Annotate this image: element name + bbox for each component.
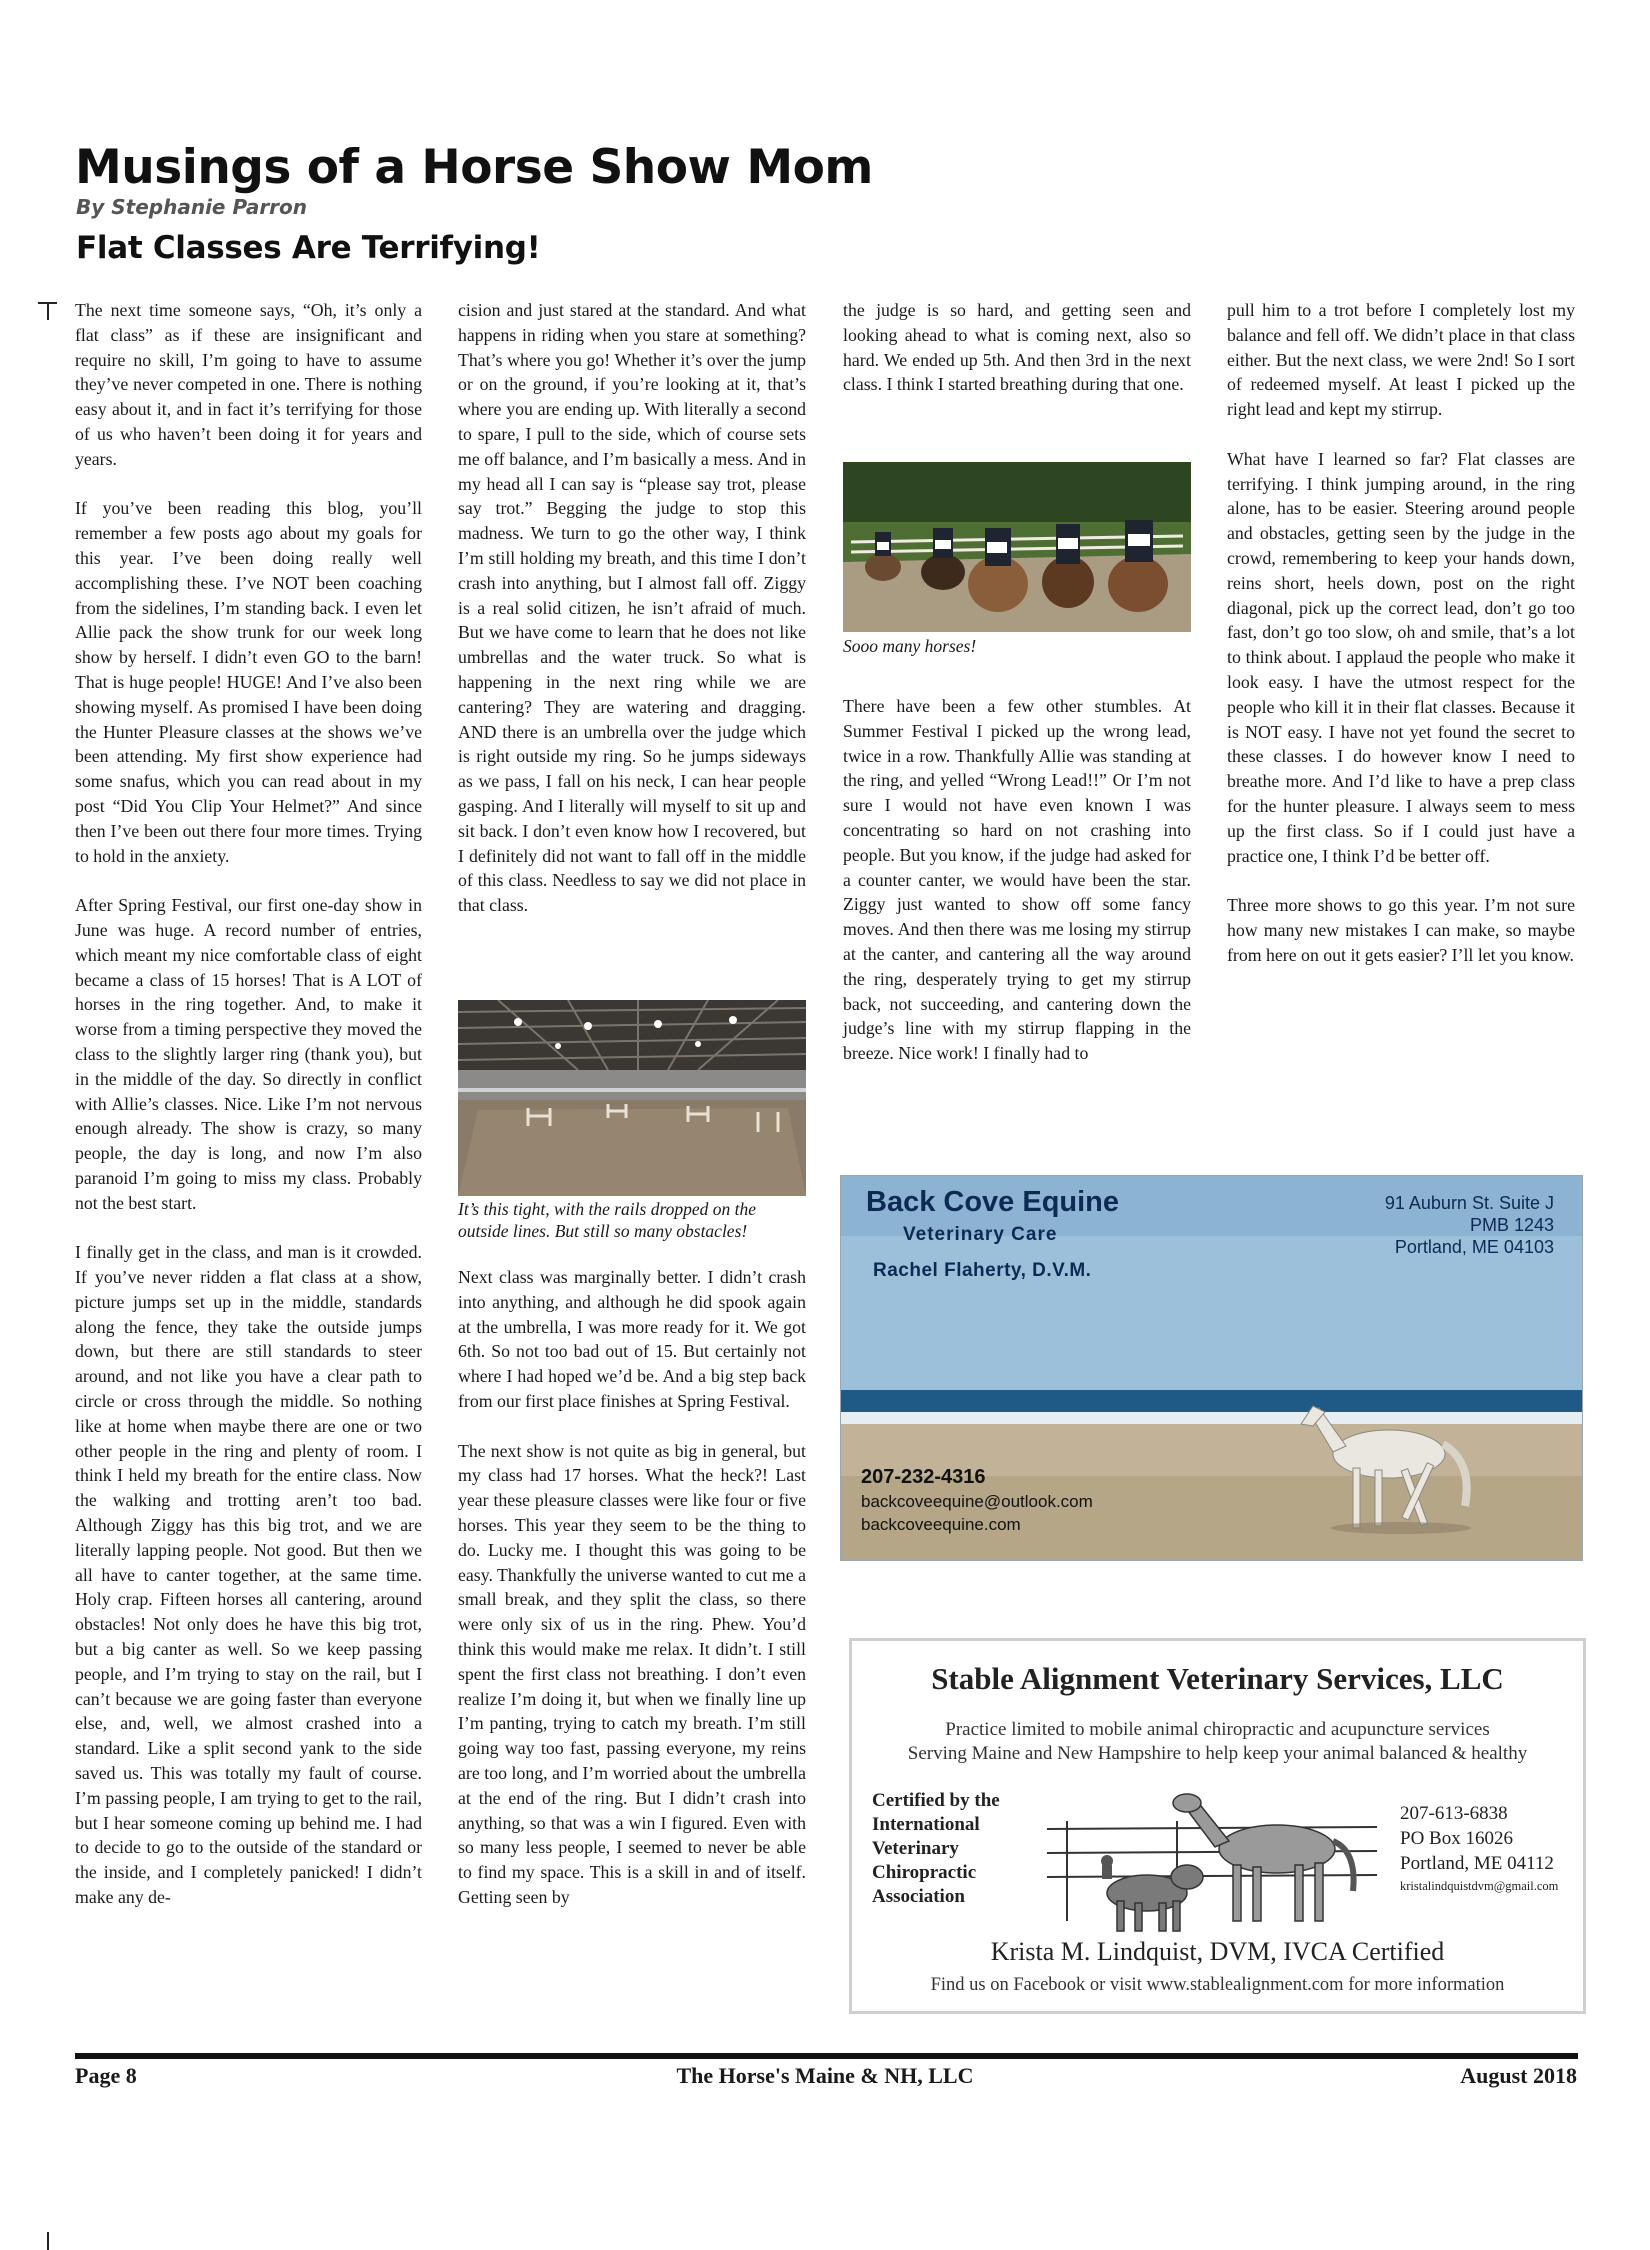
paragraph: Three more shows to go this year. I’m not sure how many new mistakes I can make, so maybe from here on out it gets easier? I’ll let you know. <box>1227 895 1575 965</box>
issue-date: August 2018 <box>1460 2063 1577 2088</box>
ad-services-line: Practice limited to mobile animal chiropractic and acupuncture services <box>945 1719 1490 1740</box>
paragraph: cision and just stared at the standard. And what happens in riding when you stare at something? That’s where you go! Whether it’s over the jump or on the ground, if you’re looking at it, that’s where you are ending up. With literally a second to spare, I pull to the side, which of course sets me off balance, and I’m basically a mess. And in my head all I can say is “please say trot, please say trot.” Begging the judge to stop this madness. We turn to go the other way, I think I’m still holding my breath, and this time I don’t crash into anything, but I almost fall off. Ziggy is a real solid citizen, he isn’t afraid of much. But we have come to learn that he does not like umbrellas and the water truck. So what is happening in the next ring while we are cantering? They are watering and dragging. AND there is an umbrella over the judge which is right outside my ring. So he jumps sideways as we pass, I fall on his neck, I can hear people gasping. And I literally will myself to sit up and sit back. I don’t even know how I recovered, but I definitely did not want to fall off in the middle of this class. Needless to say we did not place in that class. <box>458 300 806 916</box>
cert-line: International <box>872 1814 980 1835</box>
ad-company-name: Stable Alignment Veterinary Services, LLC <box>931 1661 1504 1696</box>
paragraph: If you’ve been reading this blog, you’ll remember a few posts ago about my goals for this year. I’ve been doing really well accomplishing these. I’ve NOT been coaching from the sidelines, I’m standing back. I even let Allie pack the show trunk for our week long show by herself. I didn’t even GO to the barn! That is huge people! HUGE! And I’ve also been showing myself. As promised I have been doing the Hunter Pleasure classes at the shows we’ve been attending. My first show experience had some snafus, which you can read about in my post “Did You Clip Your Helmet?” And since then I’ve been out there four more times. Trying to hold in the anxiety. <box>75 498 422 866</box>
article-subtitle: Flat Classes Are Terrifying! <box>76 230 541 266</box>
crop-mark-v <box>47 302 49 320</box>
horse-and-dog-sketch-image <box>1047 1781 1377 1941</box>
ad-certification <box>872 1789 1000 1909</box>
footer-rule <box>75 2053 1578 2059</box>
article-column-2b <box>458 1265 806 1910</box>
article-column-4 <box>1227 298 1575 968</box>
stable-alignment-ad[interactable] <box>849 1638 1586 2014</box>
article-title: Musings of a Horse Show Mom <box>75 140 873 195</box>
ad-city: Portland, ME 04112 <box>1400 1853 1554 1874</box>
publication-name: The Horse's Maine & NH, LLC <box>676 2063 974 2088</box>
cert-line: Association <box>872 1886 965 1907</box>
ad-footer-line: Find us on Facebook or visit www.stablealignment.com for more information <box>930 1975 1505 1995</box>
page-number: Page 8 <box>75 2063 137 2088</box>
ad-clinic-tagline: Veterinary Care <box>903 1224 1058 1245</box>
cert-line: Chiropractic <box>872 1862 977 1883</box>
paragraph: The next show is not quite as big in general, but my class had 17 horses. What the heck?! Last year these pleasure classes were like four or five horses. This year they seem to be the thing to do. Lucky me. I thought this was going to be easy. Thankfully the universe wanted to cut me a small break, and they split the class, so there were only six of us in the ring. Phew. You’d think this would make me relax. It didn’t. I still spent the first class not breathing. I don’t even realize I’m doing it, but when we finally line up I’m panting, trying to catch my breath. I’m still going way too fast, passing everyone, my reins are too long, and I’m worried about the umbrella at the end of the ring. But I didn’t crash into anything, so that was a win I figured. Even with so many less people, I seemed to never be able to find my space. This is a skill in and of itself. Getting seen by <box>458 1440 806 1907</box>
ad-address-line: Portland, ME 04103 <box>1394 1237 1554 1257</box>
paragraph: Next class was marginally better. I didn’t crash into anything, and although he did spook again at the umbrella, I was more ready for it. We got 6th. So not too bad out of 15. But certainly not where I had hoped we’d be. And a big step back from our first place finishes at Spring Festival. <box>458 1267 806 1411</box>
cert-line: Veterinary <box>872 1838 959 1859</box>
ad-address <box>1385 1192 1554 1258</box>
article-byline: By Stephanie Parron <box>76 195 308 219</box>
paragraph: There have been a few other stumbles. At Summer Festival I picked up the wrong lead, twice in a row. Thankfully Allie was standing at the ring, and yelled “Wrong Lead!!” Or I’m not sure I would not have even known I was concentrating so hard on not crashing into people. But you know, if the judge had asked for a counter canter, we would have been the star. Ziggy just wanted to show off some fancy moves. And then there was me losing my stirrup at the canter, and cantering all the way around the ring, desperately trying to get my stirrup back, not succeeding, and cantering down the judge’s line with my stirrup flapping in the breeze. Nice work! I finally had to <box>843 696 1191 1064</box>
paragraph: pull him to a trot before I completely lost my balance and fell off. We didn’t place in that class either. But the next class, we were 2nd! So I sort of redeemed myself. At least I picked up the right lead and kept my stirrup. <box>1227 300 1575 420</box>
paragraph: the judge is so hard, and getting seen and looking ahead to what is coming next, also so hard. We ended up 5th. And then 3rd in the next class. I think I started breathing during that one. <box>843 300 1191 395</box>
article-column-1 <box>75 298 422 1910</box>
ad-po-box: PO Box 16026 <box>1400 1828 1513 1849</box>
horses-photo <box>843 462 1191 632</box>
article-column-2a <box>458 298 806 918</box>
crop-mark-bottom <box>47 2232 49 2250</box>
paragraph: After Spring Festival, our first one-day show in June was huge. A record number of entries, which meant my nice comfortable class of eight became a class of 15 horses! That is A LOT of horses in the ring together. And, to make it worse from a timing perspective they moved the class to the slightly larger ring (thank you), but in the middle of the day. So directly in conflict with Allie’s classes. Nice. Like I’m not nervous enough already. The show is crazy, so many people, the day is long, and now I’m also paranoid I’m going to miss my class. Probably not the best start. <box>75 895 422 1213</box>
ad-phone: 207-232-4316 <box>861 1466 986 1488</box>
article-column-3a <box>843 298 1191 397</box>
paragraph: The next time someone says, “Oh, it’s only a flat class” as if these are insignificant and require no skill, I’m going to have to assume they’ve never competed in one. There is nothing easy about it, and in fact it’s terrifying for those of us who haven’t been doing it for years and years. <box>75 300 422 469</box>
ad-website[interactable]: backcoveequine.com <box>861 1515 1021 1534</box>
cert-line: Certified by the <box>872 1790 1000 1811</box>
photo-caption-horses: Sooo many horses! <box>843 636 977 656</box>
ad-clinic-name: Back Cove Equine <box>866 1186 1120 1218</box>
ad-doctor-name: Krista M. Lindquist, DVM, IVCA Certified <box>990 1937 1445 1966</box>
paragraph: What have I learned so far? Flat classes are terrifying. I think jumping around, in the ring alone, has to be easier. Steering around people and obstacles, getting seen by the judge in the crowd, remembering to keep your hands down, reins short, heels down, post on the right diagonal, pick up the correct lead, don’t go too fast, don’t go too slow, oh and smile, that’s a lot to think about. I applaud the people who make it look easy. I have the utmost respect for the people who kill it in their flat classes. Because it is NOT easy. I have not yet found the secret to these classes. I do however know I need to breathe more. And I’d like to have a prep class for the hunter pleasure. I always seem to mess up the first class. So if I could just have a practice one, I think I’d be better off. <box>1227 448 1575 866</box>
paragraph: I finally get in the class, and man is it crowded. If you’ve never ridden a flat class at a show, picture jumps set up in the middle, standards along the fence, they take the outside jumps down, but there are still standards to steer around, and not like you have a clear path to circle or cross through the middle. So nothing like at home when maybe there are one or two other people in the ring and plenty of room. I think I held my breath for the entire class. Now the walking and trotting aren’t too bad. Although Ziggy has this big trot, and we are literally lapping people. Not good. But then we all have to canter together, at the same time. Holy crap. Fifteen horses all cantering, around obstacles! Not only does he have this big trot, but a big canter as well. So we keep passing people, and I’m trying to stay on the rail, but I can’t because we are going faster than everyone else, and, well, we almost crashed into a standard. Like a split second yank to the side saved us. This was totally my fault of course. I’m passing people, I am trying to get to the rail, but I hear someone coming up behind me. I had to decide to go to the outside of the standard or the inside, and I completely panicked! I didn’t make any de- <box>75 1242 422 1907</box>
horses-ring-image <box>843 462 1191 632</box>
article-column-3b <box>843 694 1191 1066</box>
photo-caption-arena: It’s this tight, with the rails dropped on the outside lines. But still so many obstacles! <box>458 1199 756 1241</box>
ad-phone: 207-613-6838 <box>1400 1803 1508 1824</box>
ad-contact <box>1400 1801 1558 1896</box>
ad-address-line: 91 Auburn St. Suite J <box>1384 1193 1554 1213</box>
ad-email[interactable]: kristalindquistdvm@gmail.com <box>1400 1879 1559 1893</box>
ad-email[interactable]: backcoveequine@outlook.com <box>861 1492 1093 1511</box>
ad-address-line: PMB 1243 <box>1469 1215 1554 1235</box>
back-cove-equine-ad[interactable] <box>840 1175 1583 1561</box>
ad-region-line: Serving Maine and New Hampshire to help keep your animal balanced & healthy <box>907 1743 1528 1764</box>
arena-photo <box>458 1000 806 1196</box>
indoor-arena-image <box>458 1000 806 1196</box>
ad-doctor-name: Rachel Flaherty, D.V.M. <box>873 1260 1092 1281</box>
